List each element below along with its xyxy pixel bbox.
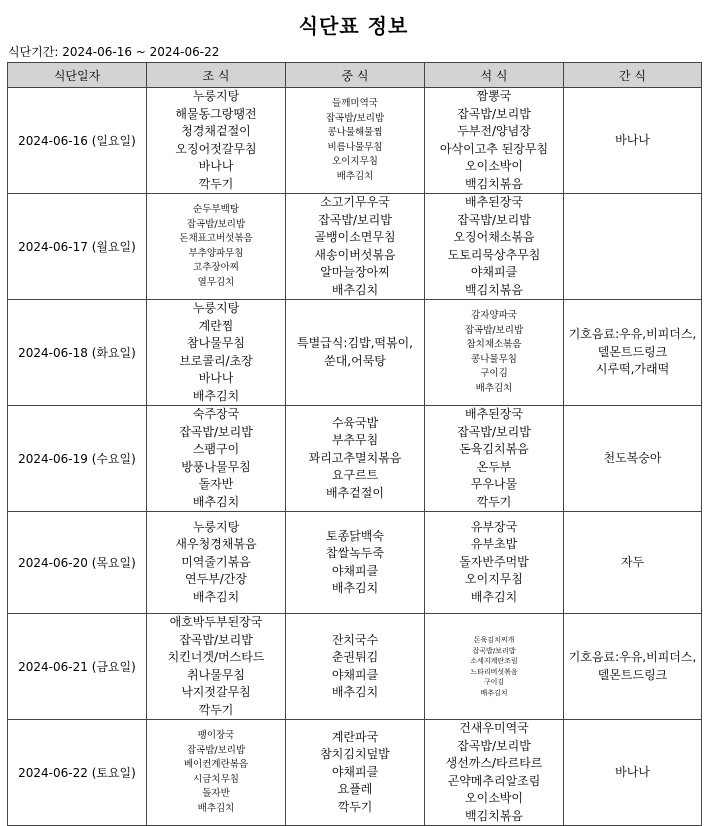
snack-cell xyxy=(564,406,702,512)
dinner-cell xyxy=(425,614,564,720)
lunch-item: 요플레 xyxy=(337,782,373,797)
page-title: 식단표 정보 xyxy=(298,14,409,38)
lunch-item: 잡곡밥/보리밥 xyxy=(318,212,392,227)
dinner-item: 소세지계란조림 xyxy=(470,657,518,665)
dinner-item: 야채피클 xyxy=(470,265,518,279)
snack-cell xyxy=(564,88,702,194)
snack-cell xyxy=(564,300,702,406)
breakfast-cell xyxy=(147,720,286,826)
menu-date: 2024-06-22 (토요일) xyxy=(8,720,147,826)
dinner-item: 배추김치 xyxy=(470,589,518,604)
breakfast-item: 오징어젓갈무침 xyxy=(175,141,257,156)
table-row xyxy=(8,194,702,300)
breakfast-cell xyxy=(147,614,286,720)
dinner-item: 유부장국 xyxy=(470,519,518,534)
breakfast-item: 돌자반 xyxy=(198,477,234,491)
header-breakfast: 조 식 xyxy=(147,63,286,88)
dinner-item: 건새우미역국 xyxy=(459,721,529,735)
breakfast-cell xyxy=(147,300,286,406)
lunch-item: 참치김치덮밥 xyxy=(320,747,390,762)
breakfast-item: 누룽지탕 xyxy=(192,301,240,315)
dinner-item: 구이김 xyxy=(480,368,508,379)
dinner-item: 도토리묵상추무침 xyxy=(447,247,541,262)
breakfast-item: 잡곡밥/보리밥 xyxy=(186,744,246,756)
header-snack: 간 식 xyxy=(564,63,702,88)
lunch-item: 야채피클 xyxy=(331,563,379,578)
menu-date: 2024-06-16 (일요일) xyxy=(8,88,147,194)
dinner-cell xyxy=(425,194,564,300)
snack-item: 바나나 xyxy=(615,764,650,779)
breakfast-item: 깍두기 xyxy=(198,176,234,191)
menu-date: 2024-06-19 (수요일) xyxy=(8,406,147,512)
dinner-item: 감자양파국 xyxy=(471,310,517,321)
breakfast-item: 배추김치 xyxy=(192,494,240,509)
dinner-item: 곤약메추리알조림 xyxy=(447,773,541,788)
menu-date: 2024-06-18 (화요일) xyxy=(8,300,147,406)
menu-period: 식단기간: 2024-06-16 ~ 2024-06-22 xyxy=(8,45,220,59)
menu-date: 2024-06-20 (목요일) xyxy=(8,512,147,614)
dinner-item: 잡곡밥/보리밥 xyxy=(457,424,531,439)
dinner-item: 잡곡밥/보리밥 xyxy=(472,646,516,655)
table-body xyxy=(8,88,702,826)
breakfast-item: 누룽지탕 xyxy=(192,89,240,103)
dinner-item: 잡곡밥/보리밥 xyxy=(457,212,531,227)
dinner-cell xyxy=(425,406,564,512)
lunch-item: 잡곡밥/보리밥 xyxy=(325,112,385,124)
table-row xyxy=(8,512,702,614)
breakfast-item: 계란찜 xyxy=(198,318,234,333)
dinner-item: 백김치볶음 xyxy=(465,176,523,191)
lunch-item: 찹쌀녹두죽 xyxy=(326,546,384,560)
breakfast-item: 잡곡밥/보리밥 xyxy=(179,424,253,439)
breakfast-item: 바나나 xyxy=(198,159,234,173)
lunch-item: 꽈리고추멸치볶음 xyxy=(308,450,402,465)
lunch-item: 새송이버섯볶음 xyxy=(314,247,396,262)
breakfast-cell xyxy=(147,512,286,614)
dinner-item: 오이소박이 xyxy=(465,791,523,805)
breakfast-item: 스팸구이 xyxy=(192,442,240,456)
snack-cell xyxy=(564,194,702,300)
breakfast-item: 방풍나물무침 xyxy=(181,459,251,474)
breakfast-item: 부추양파무침 xyxy=(188,247,244,259)
dinner-cell xyxy=(425,720,564,826)
lunch-item: 소고기무우국 xyxy=(320,195,390,209)
dinner-item: 잡곡밥/보리밥 xyxy=(457,738,531,753)
breakfast-item: 시금치무침 xyxy=(193,773,239,785)
breakfast-item: 돈채표고버섯볶음 xyxy=(179,233,253,244)
snack-item: 델몬트드링크 xyxy=(597,344,668,359)
breakfast-cell xyxy=(147,194,286,300)
breakfast-item: 순두부백탕 xyxy=(193,204,239,215)
dinner-cell xyxy=(425,88,564,194)
dinner-item: 잡곡밥/보리밥 xyxy=(464,324,524,336)
breakfast-item: 치킨너겟/머스타드 xyxy=(167,650,265,664)
lunch-item: 배추김치 xyxy=(336,170,374,182)
snack-cell xyxy=(564,614,702,720)
snack-item: 자두 xyxy=(620,554,645,569)
dinner-item: 오이소박이 xyxy=(465,159,523,173)
lunch-item: 야채피클 xyxy=(331,667,379,682)
dinner-item: 깍두기 xyxy=(476,494,512,509)
dinner-item: 구이김 xyxy=(483,678,505,686)
table-row xyxy=(8,88,702,194)
breakfast-item: 돌자반 xyxy=(202,788,230,799)
lunch-item: 들깨미역국 xyxy=(332,98,378,109)
lunch-item: 토종닭백숙 xyxy=(326,528,384,543)
lunch-item: 야채피클 xyxy=(331,764,379,779)
breakfast-item: 잡곡밥/보리밥 xyxy=(179,632,253,647)
menu-date: 2024-06-21 (금요일) xyxy=(8,614,147,720)
dinner-item: 참치채소볶음 xyxy=(466,339,522,350)
breakfast-item: 팽이장국 xyxy=(197,730,235,741)
lunch-item: 골뱅이소면무침 xyxy=(314,230,396,244)
dinner-item: 배추김치 xyxy=(480,688,508,697)
menu-date: 2024-06-17 (월요일) xyxy=(8,194,147,300)
header-dinner: 석 식 xyxy=(425,63,564,88)
breakfast-item: 누룽지탕 xyxy=(192,519,240,534)
table-row xyxy=(8,300,702,406)
lunch-item: 특별급식:김밥,떡볶이, xyxy=(296,336,413,350)
breakfast-item: 참나물무침 xyxy=(187,336,245,350)
lunch-item: 깍두기 xyxy=(337,799,373,814)
lunch-item: 부추무침 xyxy=(331,433,379,448)
lunch-item: 계란파국 xyxy=(331,729,379,744)
breakfast-item: 열무김치 xyxy=(197,276,235,288)
dinner-item: 돌자반주먹밥 xyxy=(459,554,529,569)
breakfast-item: 연두부/간장 xyxy=(184,572,247,587)
breakfast-item: 해물동그랑땡전 xyxy=(175,106,257,121)
lunch-cell xyxy=(286,300,425,406)
dinner-item: 잡곡밥/보리밥 xyxy=(457,106,531,121)
dinner-item: 유부초밥 xyxy=(470,537,518,552)
breakfast-item: 취나물무침 xyxy=(187,667,245,682)
lunch-cell xyxy=(286,720,425,826)
breakfast-item: 고추장아찌 xyxy=(193,262,239,273)
dinner-item: 두부전/양념장 xyxy=(457,124,531,138)
breakfast-item: 깍두기 xyxy=(198,702,234,717)
snack-item: 기호음료:우유,비피더스, xyxy=(568,327,697,342)
dinner-item: 아삭이고추 된장무침 xyxy=(439,141,549,156)
table-row xyxy=(8,720,702,826)
breakfast-item: 베이컨계란볶음 xyxy=(183,759,249,770)
breakfast-item: 청경채겉절이 xyxy=(181,124,251,138)
dinner-item: 짬뽕국 xyxy=(476,89,512,103)
lunch-item: 배추김치 xyxy=(331,581,379,595)
dinner-item: 콩나물무침 xyxy=(471,353,517,365)
lunch-item: 배추겉절이 xyxy=(326,485,384,500)
lunch-item: 쑨대,어묵탕 xyxy=(324,353,386,368)
dinner-item: 백김치볶음 xyxy=(465,808,523,823)
lunch-item: 춘권튀김 xyxy=(331,650,379,664)
lunch-item: 요구르트 xyxy=(331,468,379,483)
breakfast-cell xyxy=(147,406,286,512)
lunch-item: 오이지무침 xyxy=(332,156,378,167)
snack-item: 천도복숭아 xyxy=(603,450,662,465)
snack-item: 바나나 xyxy=(615,132,650,147)
dinner-item: 무우나물 xyxy=(470,477,518,491)
lunch-cell xyxy=(286,614,425,720)
dinner-item: 오징어채소볶음 xyxy=(453,230,535,244)
dinner-item: 배추된장국 xyxy=(465,195,523,209)
dinner-item: 생선까스/타르타르 xyxy=(445,756,543,770)
table-row xyxy=(8,406,702,512)
lunch-cell xyxy=(286,406,425,512)
lunch-cell xyxy=(286,194,425,300)
lunch-item: 잔치국수 xyxy=(331,632,379,647)
header-date: 식단일자 xyxy=(8,63,147,88)
breakfast-item: 잡곡밥/보리밥 xyxy=(186,218,246,230)
breakfast-item: 새우청경채볶음 xyxy=(175,537,257,552)
lunch-cell xyxy=(286,88,425,194)
dinner-item: 백김치볶음 xyxy=(465,282,523,297)
table-header-row xyxy=(8,63,702,88)
lunch-item: 수육국밥 xyxy=(331,415,379,430)
breakfast-item: 애호박두부된장국 xyxy=(169,615,263,629)
breakfast-item: 배추김치 xyxy=(192,589,240,604)
lunch-item: 알마늘장아찌 xyxy=(320,265,390,279)
lunch-item: 배추김치 xyxy=(331,282,379,297)
breakfast-item: 브로콜리/초장 xyxy=(179,353,253,368)
table-row xyxy=(8,614,702,720)
dinner-cell xyxy=(425,300,564,406)
breakfast-cell xyxy=(147,88,286,194)
lunch-item: 비름나물무침 xyxy=(327,141,383,153)
breakfast-item: 배추김치 xyxy=(192,388,240,403)
snack-item: 시루떡,가래떡 xyxy=(595,362,670,377)
breakfast-item: 바나나 xyxy=(198,371,234,385)
lunch-item: 콩나물해물찜 xyxy=(327,127,383,138)
breakfast-item: 숙주장국 xyxy=(192,407,240,421)
menu-table xyxy=(7,62,702,826)
breakfast-item: 낙지젓갈무침 xyxy=(181,685,251,699)
dinner-item: 배추된장국 xyxy=(465,407,523,421)
dinner-item: 배추김치 xyxy=(475,382,513,394)
breakfast-item: 배추김치 xyxy=(197,802,235,814)
dinner-item: 돈육김치찌개 xyxy=(473,636,515,644)
dinner-item: 온두부 xyxy=(476,459,512,474)
dinner-item: 돈육김치볶음 xyxy=(459,442,529,456)
dinner-cell xyxy=(425,512,564,614)
snack-cell xyxy=(564,720,702,826)
snack-item: 델몬트드링크 xyxy=(597,667,668,682)
lunch-item: 배추김치 xyxy=(331,685,379,699)
dinner-item: 느타리버섯볶음 xyxy=(470,667,518,676)
header-lunch: 중 식 xyxy=(286,63,425,88)
snack-item: 기호음료:우유,비피더스, xyxy=(568,650,697,664)
breakfast-item: 미역줄기볶음 xyxy=(181,554,251,569)
snack-cell xyxy=(564,512,702,614)
dinner-item: 오이지무침 xyxy=(465,572,523,587)
lunch-cell xyxy=(286,512,425,614)
